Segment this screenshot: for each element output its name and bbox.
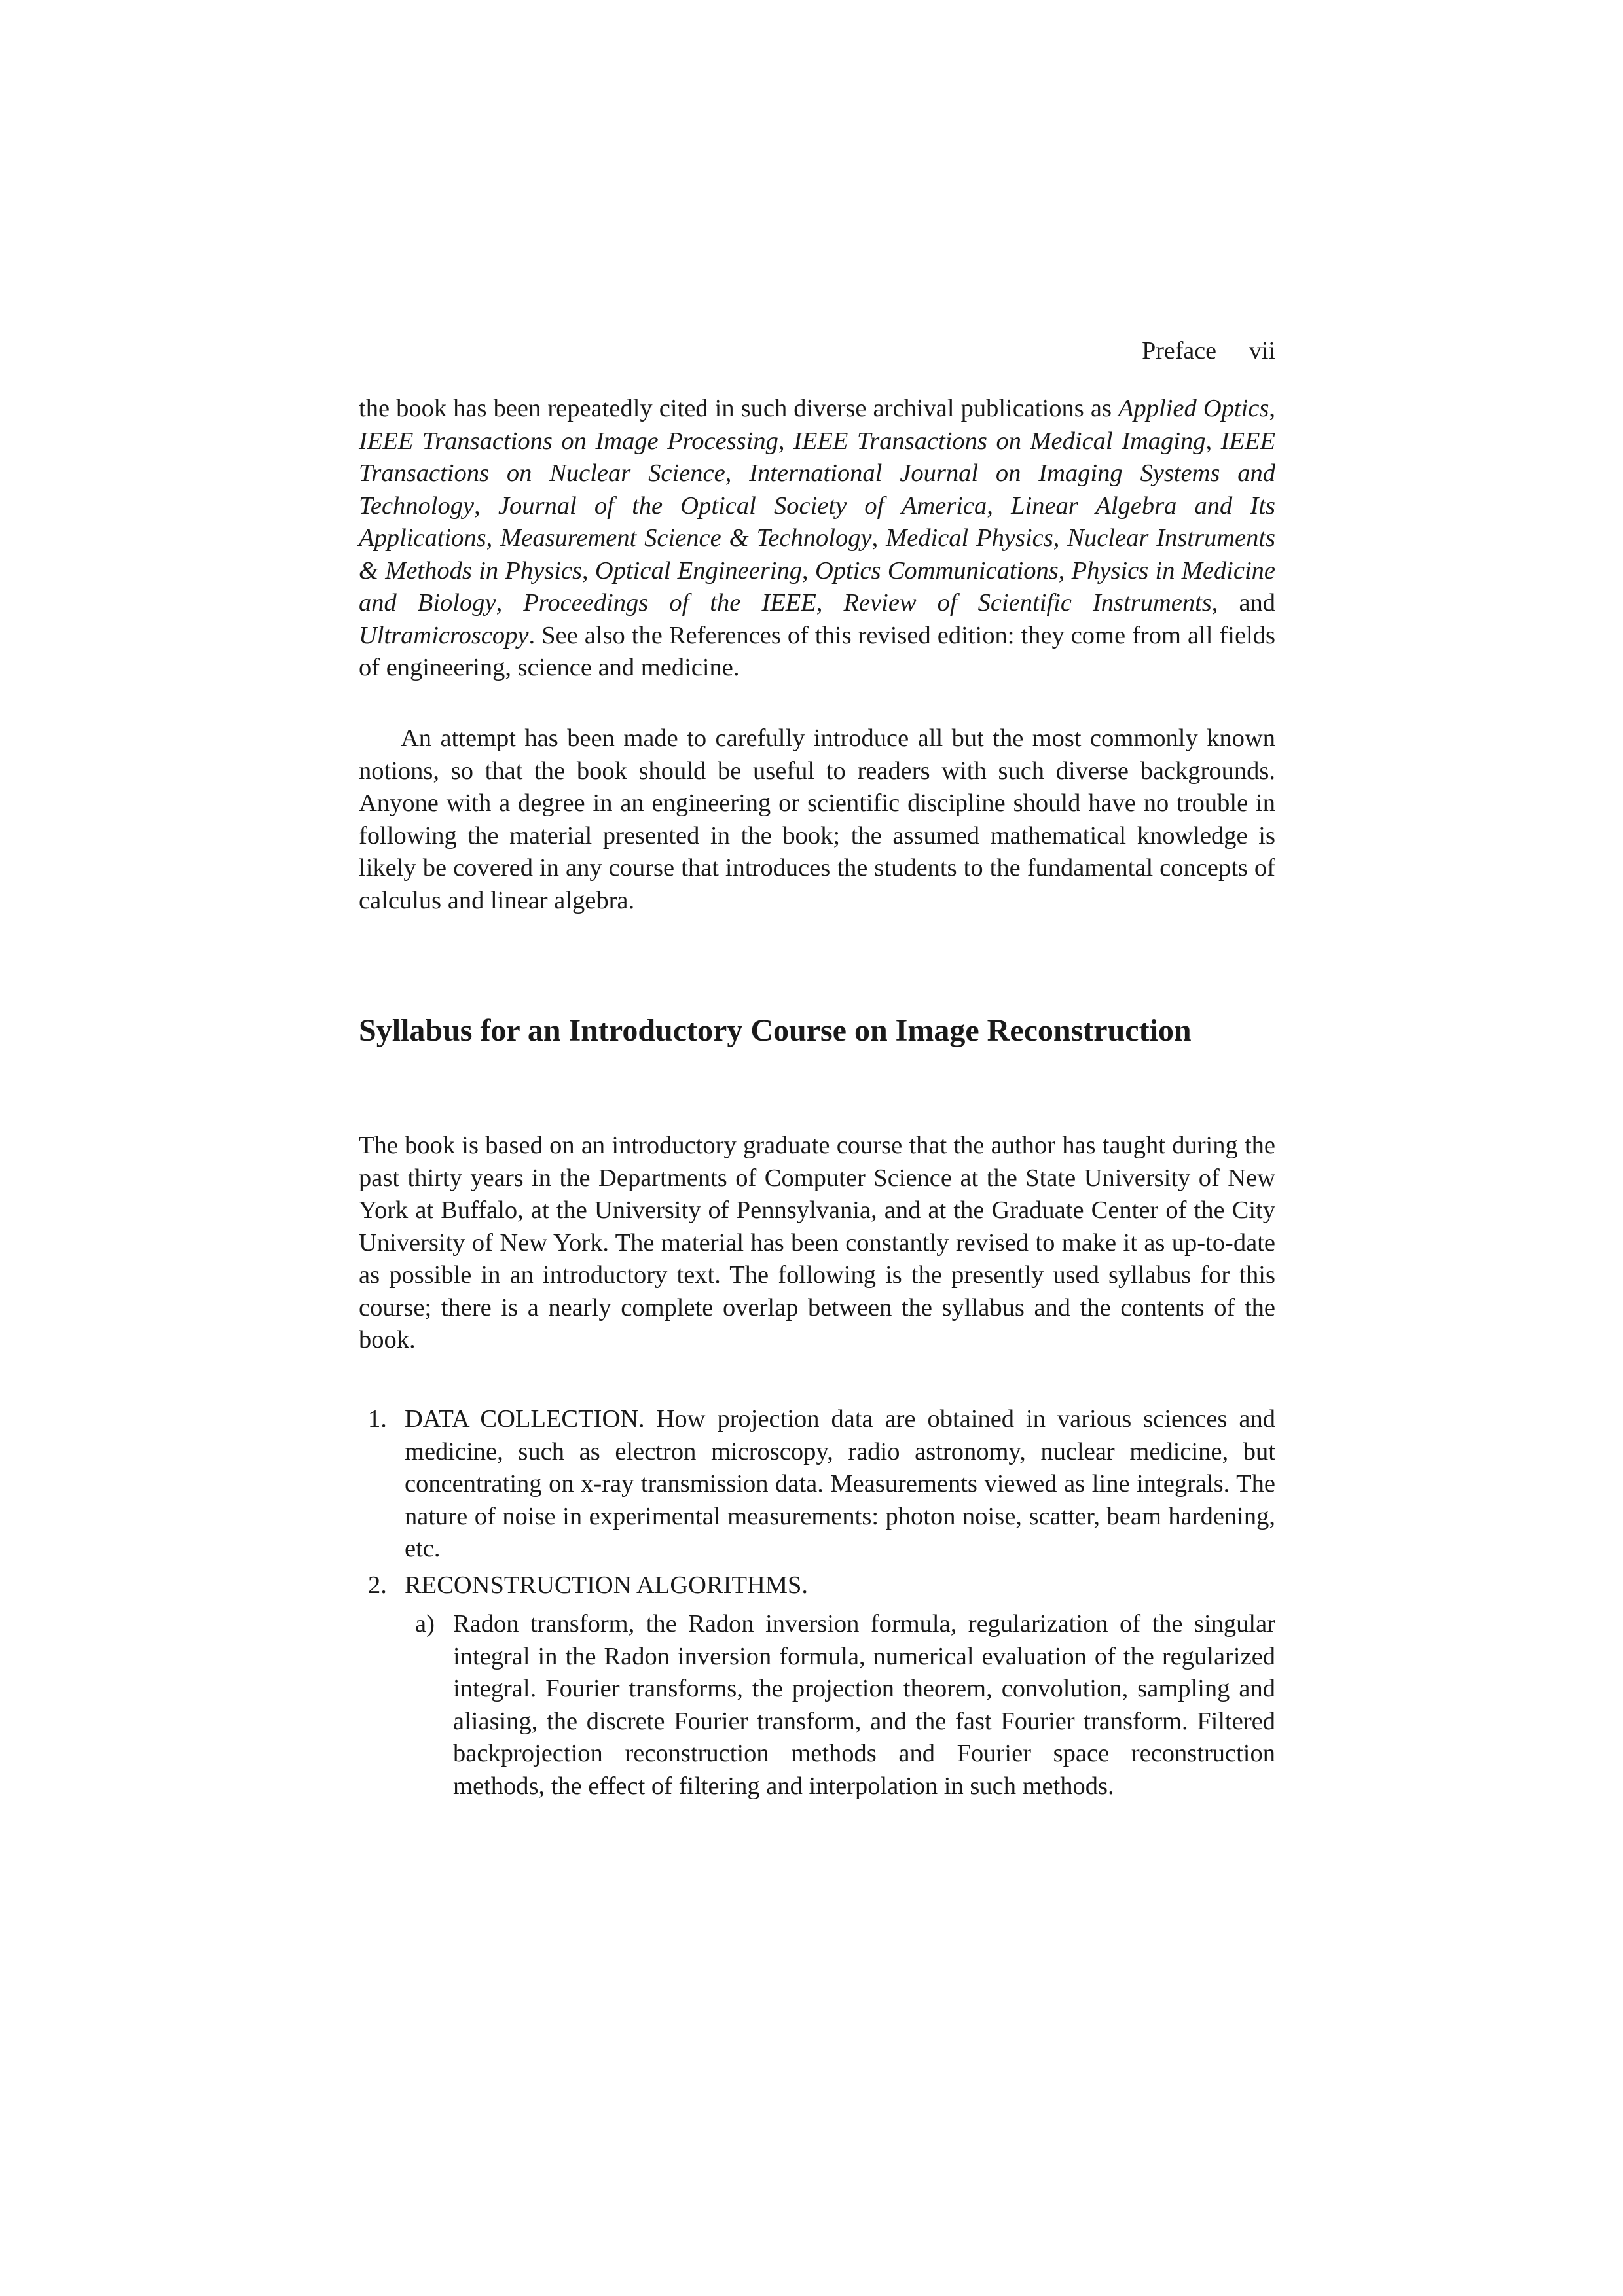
item-text: DATA COLLECTION. How projection data are obtained in various sciences and medicine, such as electron microscopy, radio astronomy, nuclear medicine, but concentrating on x-ray transmission data. Measurements viewed as line integrals. The nature of noise in experimental measurements: photon noise, scatter, beam hardening, etc. [405,1405,1275,1562]
journal-separator: , [581,556,595,584]
journal-separator: , [474,492,498,520]
journal-separator: , [725,459,750,487]
journal-title: Linear Algebra and Its Applications [359,492,1276,552]
journal-separator: , [1205,427,1221,455]
paragraph-lead: the book has been repeatedly cited in such diverse archival publications as [359,395,1119,422]
journal-separator: , [778,427,794,455]
paragraph-background [359,723,1275,917]
and-word: , and [1211,589,1276,617]
item-number: 1. [368,1405,387,1433]
journal-title: Journal of the Optical Society of America [498,492,987,520]
journal-title: Physics in Medicine and Biology [359,556,1275,617]
journal-title: International Journal on Imaging Systems and Technology [359,459,1275,520]
journal-separator: , [987,492,1012,520]
paragraph-background-text: An attempt has been made to carefully introduce all but the most commonly known notions, so that the book should be useful to readers with such diverse backgrounds. Anyone with a degree in an engineering or scientific discipline should have no trouble in following the material presented in the book; the assumed mathematical knowledge is likely be covered in any course that introduces the students to the fundamental concepts of calculus and linear algebra. [359,725,1275,914]
syllabus-list [359,1403,1275,1806]
running-head: Preface [1142,337,1216,365]
journal-title: Review of Scientific Instruments [843,589,1212,617]
journal-title: Ultramicroscopy [359,621,529,649]
journal-separator: , [496,589,524,617]
subitem-letter: a) [415,1610,435,1638]
journal-separator: , [486,524,501,552]
journal-list [359,395,1275,617]
item-number: 2. [368,1571,387,1599]
journal-title: Medical Physics [886,524,1053,552]
journal-separator: , [1269,395,1275,422]
journal-title: IEEE Transactions on Medical Imaging [793,427,1206,455]
journal-separator: , [1058,556,1072,584]
journal-title: Proceedings of the IEEE [523,589,816,617]
syllabus-subitem [405,1608,1275,1803]
journal-separator: , [802,556,815,584]
journal-separator: , [816,589,844,617]
journal-separator: , [871,524,886,552]
journal-title: Optical Engineering [594,556,803,584]
journal-title: Measurement Science & Technology [500,524,872,552]
syllabus-sublist [405,1608,1275,1803]
page-header [359,332,1275,369]
syllabus-item [359,1403,1275,1566]
journal-title: IEEE Transactions on Image Processing [359,427,778,455]
paragraph-course: The book is based on an introductory graduate course that the author has taught during the past thirty years in the Departments of Computer Science at the State University of New York at Buffalo, at the University of Pennsylvania, and at the Graduate Center of the City University of New York. The material has been constantly revised to make it as up-to-date as possible in an introductory text. The following is the presently used syllabus for this course; there is a nearly complete overlap between the syllabus and the contents of the book. [359,1132,1275,1354]
paragraph-tail: . See also the References of this revised edition: they come from all fields of engineering, science and medicine. [359,621,1275,681]
journal-title: Optics Communications [814,556,1059,584]
journal-separator: , [1053,524,1068,552]
section-heading: Syllabus for an Introductory Course on Image Reconstruction [359,1013,1192,1048]
item-text: RECONSTRUCTION ALGORITHMS. [405,1571,809,1599]
journal-title: IEEE Transactions on Nuclear Science [359,427,1276,487]
journal-title: Nuclear Instruments & Methods in Physics [359,524,1276,584]
page-number: vii [1249,337,1275,365]
paragraph-journals [359,393,1275,685]
journal-title: Applied Optics [1118,395,1269,422]
syllabus-item [359,1570,1275,1803]
subitem-text: Radon transform, the Radon inversion formula, regularization of the singular integral in the Radon inversion formula, numerical evaluation of the regularized integral. Fourier transforms, the projection theorem, convolution, sampling and aliasing, the discrete Fourier transform, and the fast Fourier transform. Filtered backprojection reconstruction methods and Fourier space reconstruction methods, the effect of filtering and interpolation in such methods. [453,1610,1275,1800]
